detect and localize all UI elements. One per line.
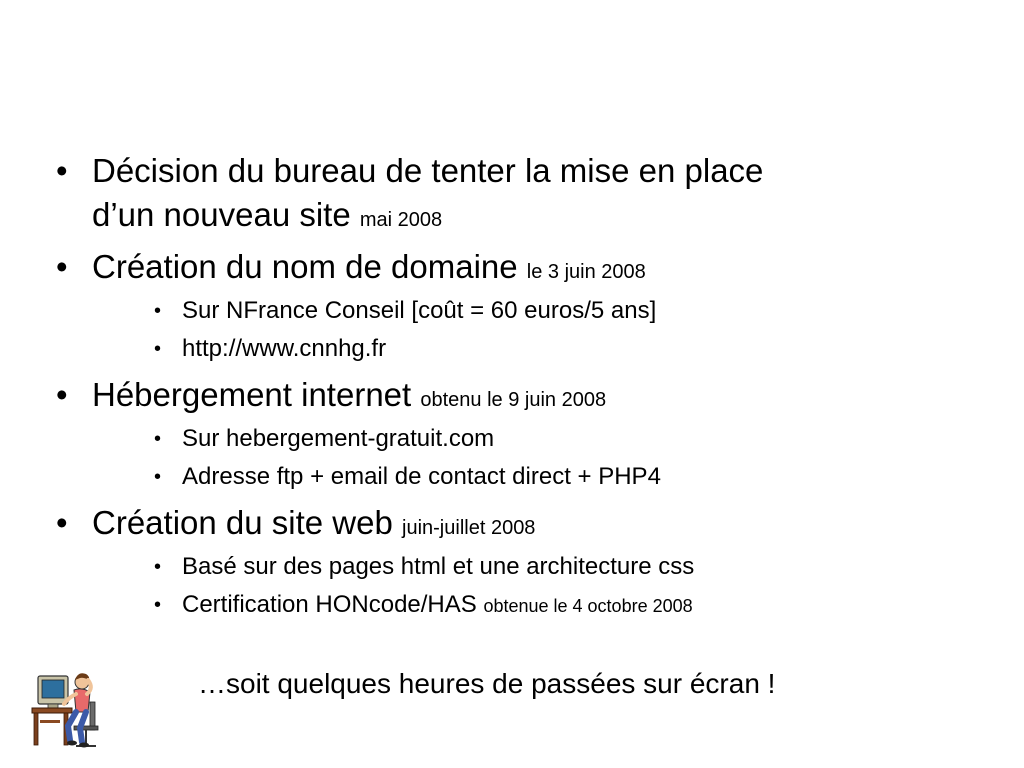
sub-bullet-text: Basé sur des pages html et une architecture css bbox=[182, 553, 695, 580]
bullet-text: Création du nom de domaine bbox=[92, 248, 518, 285]
sub-bullet-date-note: obtenue le 4 octobre 2008 bbox=[483, 596, 693, 616]
sub-bullet-marker: • bbox=[154, 466, 162, 488]
sub-bullet-marker: • bbox=[154, 556, 162, 578]
person-at-computer-icon bbox=[30, 668, 110, 750]
bullet-text-line1: Décision du bureau de tenter la mise en place bbox=[92, 152, 764, 189]
bullet-text: Hébergement internet bbox=[92, 376, 412, 413]
bullet-date-note: mai 2008 bbox=[359, 209, 443, 231]
bullet-marker: • bbox=[56, 376, 68, 413]
bullet-marker: • bbox=[56, 248, 68, 285]
bullet-text-line2: d’un nouveau site bbox=[92, 196, 351, 233]
sub-bullet-marker: • bbox=[154, 428, 162, 450]
sub-bullet-text: Certification HONcode/HAS bbox=[182, 591, 477, 618]
sub-bullet-marker: • bbox=[154, 338, 162, 360]
bullet-date-note: le 3 juin 2008 bbox=[526, 261, 646, 283]
bullet-marker: • bbox=[56, 504, 68, 541]
sub-bullet-text: http://www.cnnhg.fr bbox=[182, 335, 387, 362]
sub-bullet-marker: • bbox=[154, 594, 162, 616]
sub-bullet-text: Sur hebergement-gratuit.com bbox=[182, 425, 495, 452]
bullet-text: Création du site web bbox=[92, 504, 393, 541]
sub-bullet-marker: • bbox=[154, 300, 162, 322]
sub-bullet-text: Sur NFrance Conseil [coût = 60 euros/5 ans] bbox=[182, 297, 657, 324]
bullet-date-note: obtenu le 9 juin 2008 bbox=[420, 389, 607, 411]
closing-remark: …soit quelques heures de passées sur écran ! bbox=[198, 668, 776, 699]
bullet-date-note: juin-juillet 2008 bbox=[402, 517, 536, 539]
sub-bullet-text: Adresse ftp + email de contact direct + PHP4 bbox=[182, 463, 661, 490]
bullet-marker: • bbox=[56, 152, 68, 189]
